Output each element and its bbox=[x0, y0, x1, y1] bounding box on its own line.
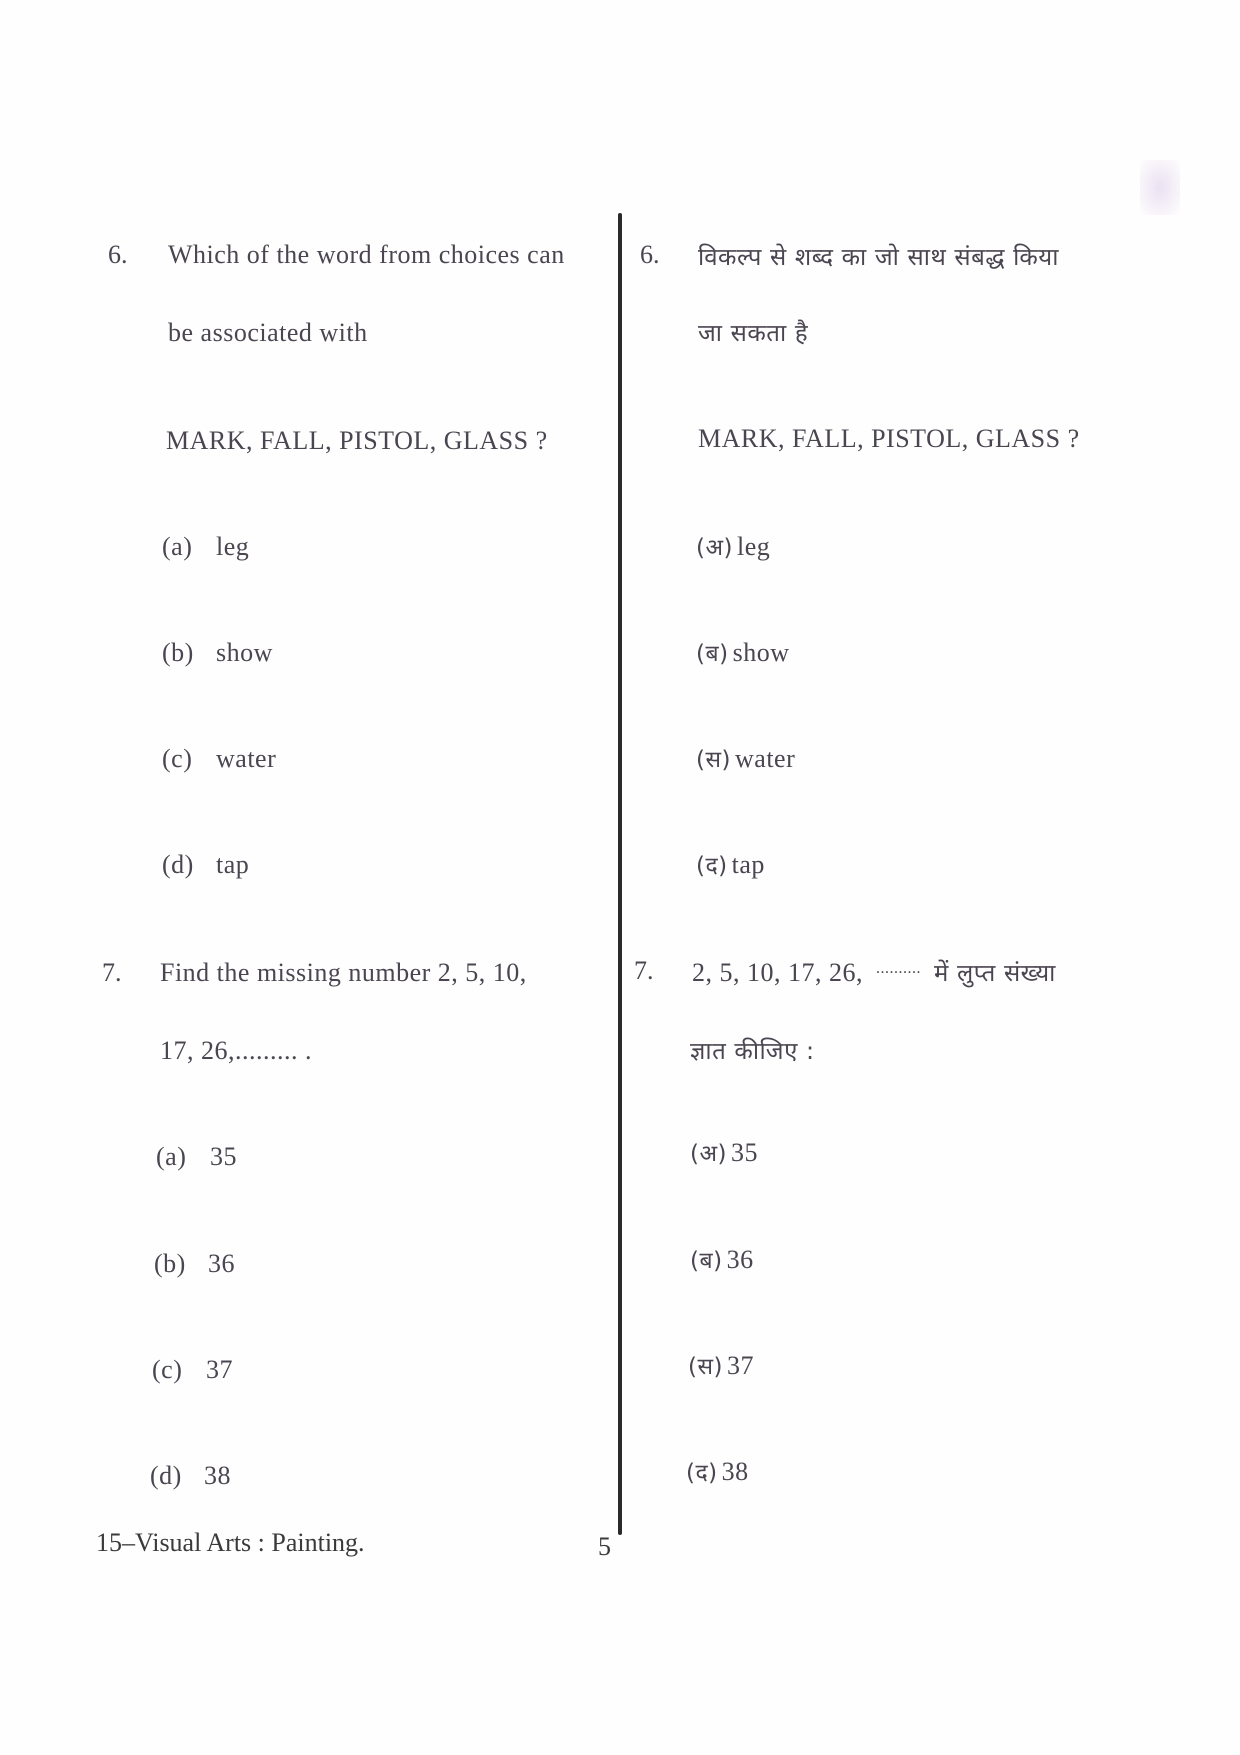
option-label: (c) bbox=[152, 1355, 183, 1384]
option-text: 37 bbox=[727, 1351, 754, 1380]
question-text-line bbox=[692, 956, 1056, 989]
option-text: water bbox=[735, 744, 796, 773]
question-number: 6. bbox=[108, 240, 128, 269]
question-number: 7. bbox=[102, 958, 122, 987]
question-text-line: Which of the word from choices can bbox=[168, 240, 565, 269]
option-a bbox=[696, 530, 770, 562]
hindi-text: में लुप्त संख्या bbox=[934, 959, 1056, 987]
option-label: (ब) bbox=[696, 641, 729, 667]
option-label: (अ) bbox=[696, 535, 734, 561]
option-label: (c) bbox=[162, 744, 193, 773]
option-label: (स) bbox=[696, 747, 731, 773]
option-text: 36 bbox=[208, 1249, 235, 1278]
option-text: leg bbox=[216, 532, 250, 561]
page-number: 5 bbox=[598, 1532, 611, 1561]
option-text: leg bbox=[737, 532, 771, 561]
option-c bbox=[162, 744, 276, 774]
option-text: 37 bbox=[206, 1355, 233, 1384]
question-text-line: जा सकता है bbox=[698, 319, 809, 347]
option-label: (ब) bbox=[690, 1248, 723, 1274]
option-label: (b) bbox=[154, 1249, 186, 1278]
blank-dots: .......... bbox=[876, 960, 921, 977]
option-b bbox=[154, 1249, 235, 1279]
paper-smudge bbox=[1140, 160, 1180, 215]
option-a bbox=[156, 1142, 237, 1172]
question-text-line: MARK, FALL, PISTOL, GLASS ? bbox=[166, 426, 548, 455]
column-divider bbox=[618, 213, 622, 1535]
option-b bbox=[696, 636, 790, 668]
option-d bbox=[162, 850, 249, 880]
option-label: (a) bbox=[156, 1142, 187, 1171]
option-a bbox=[162, 532, 249, 562]
option-text: 38 bbox=[721, 1457, 749, 1486]
option-label: (द) bbox=[696, 853, 728, 879]
option-a bbox=[690, 1136, 758, 1168]
option-label: (द) bbox=[686, 1460, 718, 1486]
option-text: show bbox=[732, 638, 790, 667]
option-label: (a) bbox=[162, 532, 193, 561]
option-text: tap bbox=[731, 850, 765, 879]
option-text: 36 bbox=[726, 1245, 754, 1274]
question-text-line: ज्ञात कीजिए : bbox=[690, 1037, 815, 1065]
option-d bbox=[150, 1461, 231, 1491]
question-number: 7. bbox=[634, 956, 654, 985]
option-text: 38 bbox=[204, 1461, 231, 1490]
option-label: (अ) bbox=[690, 1141, 728, 1167]
question-text-line: MARK, FALL, PISTOL, GLASS ? bbox=[698, 424, 1080, 453]
question-number: 6. bbox=[640, 240, 660, 269]
option-text: tap bbox=[216, 850, 250, 879]
sequence-text: 2, 5, 10, 17, 26, bbox=[692, 958, 863, 987]
option-label: (b) bbox=[162, 638, 194, 667]
option-text: water bbox=[216, 744, 277, 773]
option-d bbox=[686, 1455, 749, 1487]
option-b bbox=[162, 638, 273, 668]
option-c bbox=[688, 1349, 754, 1381]
question-text-line: विकल्प से शब्द का जो साथ संबद्ध किया bbox=[698, 243, 1059, 271]
question-text-line: be associated with bbox=[168, 318, 368, 347]
option-text: 35 bbox=[210, 1142, 237, 1171]
option-text: show bbox=[216, 638, 273, 667]
option-d bbox=[696, 848, 765, 880]
question-text-line: Find the missing number 2, 5, 10, bbox=[160, 958, 527, 987]
question-text-line: 17, 26,......... . bbox=[160, 1036, 312, 1065]
option-text: 35 bbox=[731, 1138, 759, 1167]
option-label: (स) bbox=[688, 1354, 723, 1380]
option-c bbox=[152, 1355, 233, 1385]
option-label: (d) bbox=[162, 850, 194, 879]
subject-footer: 15–Visual Arts : Painting. bbox=[96, 1528, 365, 1557]
option-label: (d) bbox=[150, 1461, 182, 1490]
option-c bbox=[696, 742, 795, 774]
option-b bbox=[690, 1243, 754, 1275]
